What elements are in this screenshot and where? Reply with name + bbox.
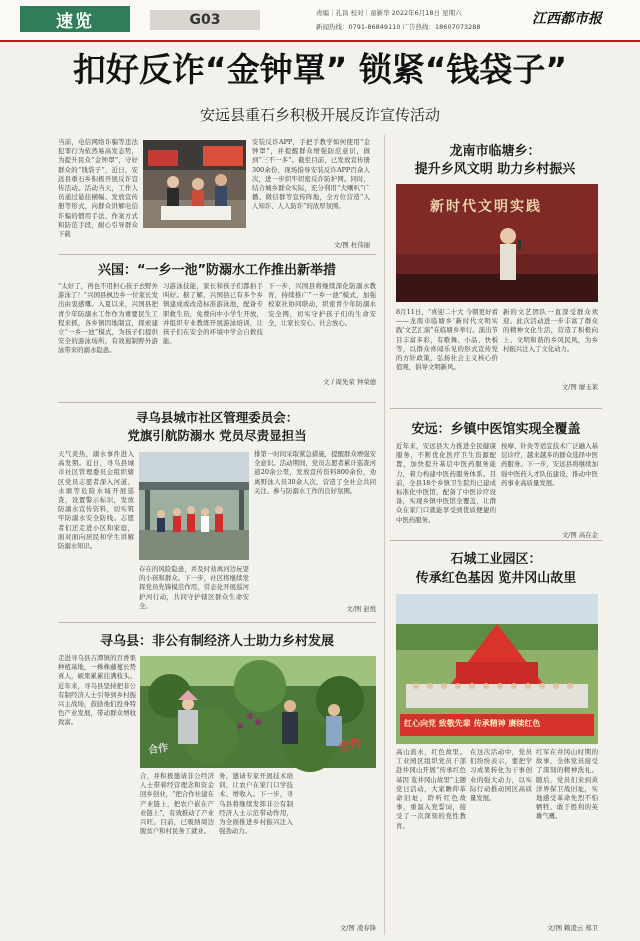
- longnan-banner-text: 新时代文明实践: [430, 199, 542, 215]
- shicheng-headline-1: 石城工业园区：: [450, 552, 542, 567]
- hotline-line: 新闻热线：0791-86849110 广告热线：18607073288: [316, 23, 481, 31]
- longnan-col2: 新的文艺团队一直深受群众欢迎。此次活动进一步丰富了群众的精神文化生活，营造了积极向上、文明和谐的乡风民风，为乡村振兴注入了文化动力。: [503, 308, 598, 353]
- xingguo-col3: 下一步，兴国县将继续深化防溺水教育，持续推广“一乡一池”模式，加强校家社协同联动，织密青少年防溺水安全网，切实守护孩子们的生命安全，让家长安心、社会放心。: [268, 282, 376, 327]
- longnan-headline-2: 提升乡风文明 助力乡村振兴: [414, 162, 576, 177]
- xunwu-community-credit: 文/图 赵悦: [346, 605, 376, 613]
- longnan-headline-1: 龙南市临塘乡：: [449, 144, 541, 159]
- longnan-credit: 文/图 廖玉莱: [561, 383, 598, 391]
- shicheng-headline-2: 传承红色基因 览井冈山故里: [415, 571, 577, 586]
- xingguo-col1: “太好了，再也不用担心孩子去野外游泳了！”兴国县枫边乡一位家长发出由衷感慨。入夏以来，兴国县把青少年防溺水工作作为重要民生工程来抓，各乡镇因地制宜，探索建立“一乡一池”模式，为孩子们提供安全的游泳场所，有效遏制野外游泳带来的溺水隐患。: [58, 282, 158, 355]
- xunwu-community-headline-2: 党旗引航防溺水 党员尽责显担当: [127, 428, 307, 443]
- anyuan-col2: 按摩、针灸等适宜技术广泛融入基层诊疗，越来越多的群众选择中医药服务。下一步，安远县将继续加强中医药人才队伍建设，推动中医药事业高质量发展。: [501, 442, 598, 487]
- shicheng-col1: 高山流水，红色故里。工业园区组织党员干部赴井冈山开展“传承红色基因 览井冈山故里”主题党日活动，大家瞻仰革命旧址，聆听红色故事，重温入党誓词，接受了一次深刻的党性教育。: [396, 748, 466, 830]
- xingguo-col2: 习游泳技能，家长和孩子们都拍手叫好。据了解，兴国县已有多个乡镇建成或改造标准游泳池，配备专职救生员，免费向中小学生开放，并组织专业教练开展游泳培训，让孩子们在安全的环境中学会自救技能。: [163, 282, 263, 346]
- shicheng-credit: 文/图 赖凌云 郑卫: [547, 924, 598, 932]
- lead-body-right: 安装反诈APP，手把手教学如何使用“金钟罩”，并提醒群众增强防范意识，做到“三不一多”。截至目前，已发放宣传册300余份，现场指导安装反诈APP百余人次，进一步织牢织密反诈防护网。同时，结合城乡群众实际，充分利用“大喇叭”广播、微信群等宣传阵地，全方位营造“人人知诈、人人防诈”的浓厚氛围。: [252, 138, 370, 211]
- xingguo-credit: 文 / 周先荣 钟荣德: [323, 378, 376, 386]
- xunwu-private-col1: 走进寻乌县吉潭镇的百香果种植基地，一株株藤蔓长势喜人，硕果累累挂满枝头。近年来，寻乌县坚持把非公有制经济人士引导到乡村振兴主战场，鼓励他们投身特色产业发展，带动群众增收致富。: [58, 654, 136, 727]
- anyuan-headline: 安远：乡镇中医馆实现全覆盖: [411, 422, 581, 437]
- divider: [390, 408, 602, 409]
- lead-photo: [143, 140, 246, 228]
- section-badge: 速览: [20, 6, 130, 32]
- lead-body-left: 当前，电信网络诈骗等违法犯罪行为依然易高发态势，为提升民众“金钟罩”，守好群众的“钱袋子”，近日，安远县重石乡积极开展反诈宣传活动。活动当天，工作人员通过悬挂横幅、发放宣传册等形式，向群众讲解电信诈骗的惯用手法、作案方式和防范手段，耐心引导群众下载: [58, 138, 138, 239]
- anyuan-col1: 近年来，安远县大力推进全民健康服务，不断优化医疗卫生资源配置，加快提升基层中医药服务能力，着力构建中医药服务体系。目前，全县18个乡镇卫生院均已建成标准化中医馆，配备了中医诊疗设备，实现乡镇中医馆全覆盖，让群众在家门口就能享受到优质便捷的中医药服务。: [396, 442, 496, 524]
- divider: [390, 540, 602, 541]
- xunwu-community-headline-1: 寻乌县城市社区管理委员会：: [135, 410, 299, 425]
- photo-watermark: 合作: [147, 742, 169, 757]
- xunwu-private-col2: 合，并积极邀请非公经济人士带着经营理念和资金回乡创业，“把合作社建在产业链上，把农户嵌在产业链上”，有效推动了产业兴旺。目前，已吸纳周边脱贫户和村民务工就业。: [140, 772, 214, 836]
- xunwu-community-col3: 排第一时间采取紧急措施，提醒群众增强安全意识。活动期间，党员志愿者累计巡查河道20余公里，发放宣传资料800余份，劝离野泳人员30余人次，营造了全社会共同关注、参与防溺水工作的良好氛围。: [254, 450, 376, 495]
- shicheng-photo: [396, 594, 598, 744]
- main-subheadline: 安远县重石乡积极开展反诈宣传活动: [199, 106, 440, 124]
- xunwu-community-col2: 存在的风险隐患，并及时劝离河边玩耍的小孩和群众。下一步，社区将继续发挥党员先锋模范作用，常态化开展巡河护河行动，共同守护辖区群众生命安全。: [139, 565, 249, 610]
- longnan-col1: 8月11日，“喜迎二十大 今朝更好看——龙南市临塘乡‘新时代文明实践’文艺汇演”在临塘乡举行。演出节目丰富多彩，有歌舞、小品、快板等，以群众喜闻乐见的形式宣传党的方针政策，弘扬社会主义核心价值观，倡导文明新风。: [396, 308, 498, 372]
- xunwu-private-col3: 务，邀请专家开展技术培训，让农户在家门口学技术、增收入。下一步，寻乌县将继续发挥非公有制经济人士示范带动作用，为全面推进乡村振兴注入强劲动力。: [219, 772, 293, 836]
- shicheng-col3: 红军在井冈山时期的故事，全体党员接受了深刻的精神洗礼。随后，党员们来到黄洋界保卫战旧址，实地感受革命先烈不怕牺牲、敢于胜利的英雄气概。: [536, 748, 598, 821]
- lead-credit: 文/图 杜伟丽: [333, 241, 370, 249]
- anyuan-credit: 文/图 高在金: [561, 531, 598, 539]
- divider: [58, 402, 376, 403]
- shicheng-col2: 在这次活动中，党员们纷纷表示，要把学习成果转化为干事创业的强大动力，以实际行动推动园区高质量发展。: [470, 748, 532, 803]
- page-code: G03: [150, 10, 260, 30]
- longnan-photo: [396, 184, 598, 302]
- editor-date-line: 责编｜孔昌 校对｜童新华 2022年6月18日 星期六: [316, 9, 462, 17]
- xunwu-private-credit: 文/图 凌春锋: [339, 924, 376, 932]
- xunwu-community-col1: 天气炎热，溺水事件进入高发期。近日，寻乌县城市社区管理委员会组织辖区党员志愿者深入河道、水塘等危险水域开展巡查，设置警示标识，发放防溺水宣传资料，切实筑牢防溺水安全防线。志愿者们还走进小区和家庭，面对面向居民和学生讲解防溺水知识。: [58, 450, 134, 551]
- xingguo-headline: 兴国：“一乡一池”防溺水工作推出新举措: [97, 263, 337, 278]
- divider: [58, 622, 376, 623]
- shicheng-banner-text: 红心向党 致敬先辈 传承精神 赓续红色: [404, 719, 541, 728]
- divider: [58, 254, 376, 255]
- xunwu-private-photo: [140, 656, 376, 768]
- xunwu-community-photo: [139, 452, 249, 560]
- main-headline: 扣好反诈“金钟罩” 锁紧“钱袋子”: [72, 50, 568, 89]
- masthead-logo: 江西都市报: [532, 11, 602, 27]
- photo-watermark: 合作: [336, 735, 364, 755]
- xunwu-private-headline: 寻乌县：非公有制经济人士助力乡村发展: [99, 634, 334, 649]
- column-divider: [384, 135, 385, 935]
